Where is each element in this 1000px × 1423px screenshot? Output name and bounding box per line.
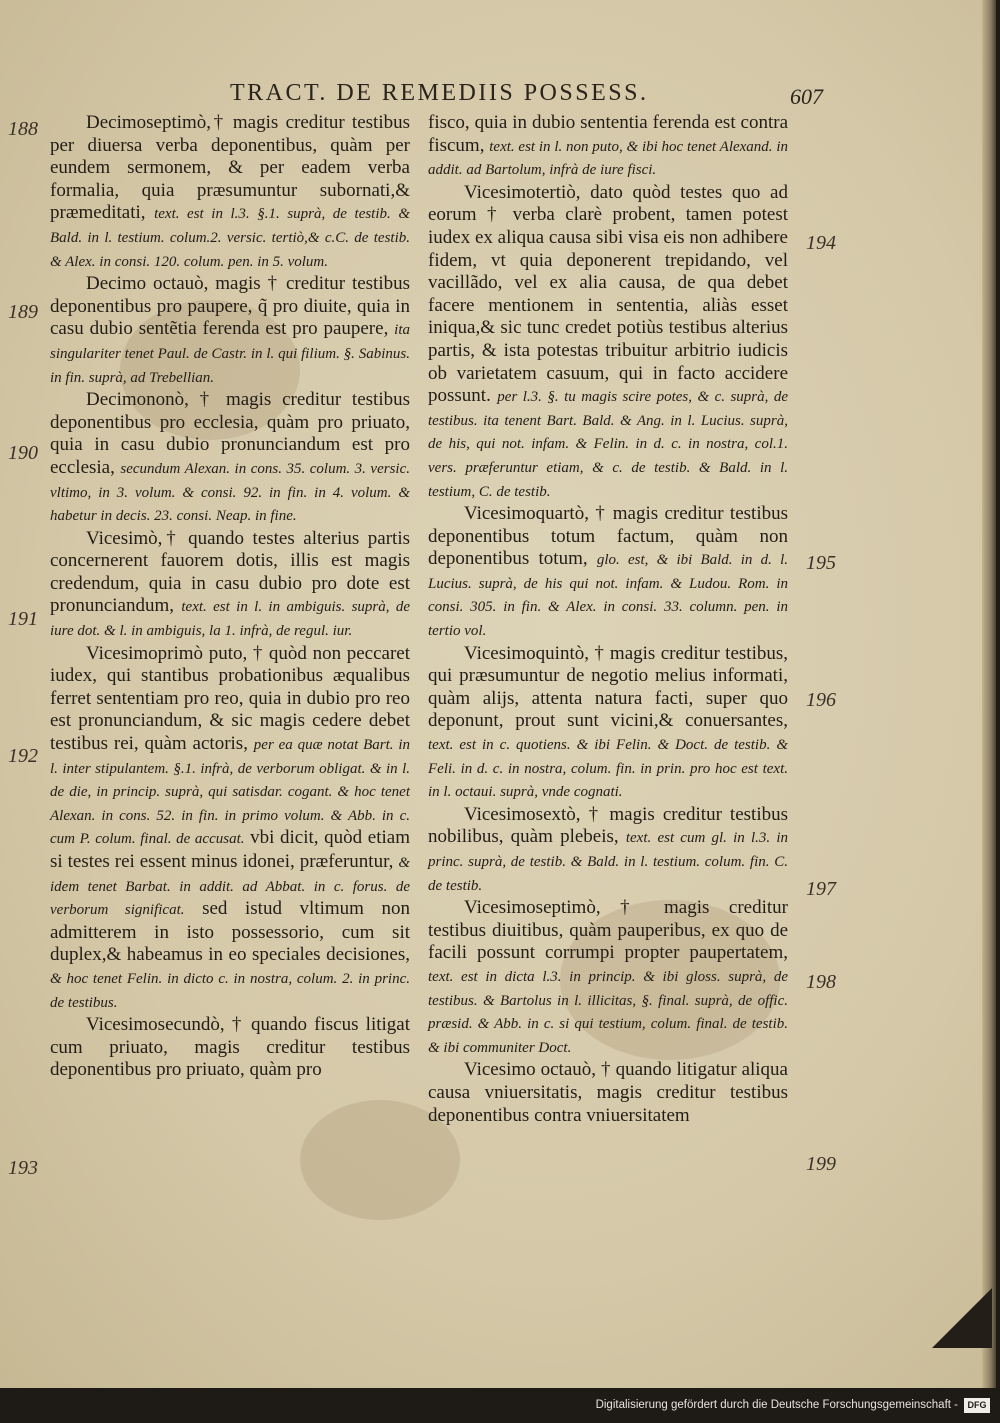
paragraph [428, 503, 788, 643]
citation: text. est in dicta l.3. in princip. & ibi gloss. suprà, de testibus. & Bartolus in l. illicitas, §. final. suprà, de offic. præsid. & Abb. in c. si qui testium, colum. final. de testib. & ibi communiter Doct. [428, 968, 788, 1056]
citation: & hoc tenet Felin. in dicto c. in nostra, colum. 2. in princ. de testibus. [50, 970, 410, 1011]
paragraph [428, 804, 788, 897]
citation: per l.3. §. tu magis scire potes, & c. suprà, de testibus. ita tenent Bart. Bald. & Ang. in l. Lucius. suprà, de his, qui not. infam. & Felin. in d. c. in nostra, col.1. vers. præferuntur etiam, & c. de testib. & Bald. in l. testium, C. de testib. [428, 389, 789, 500]
paragraph [50, 112, 410, 273]
paragraph-text: Vicesimoquartò, † magis creditur testibus deponentibus totum factum, quàm non deponentibus totum, [428, 503, 788, 570]
citation: per ea quæ notat Bart. in l. inter stipulantem. §.1. infrà, de verborum obligat. & in l. de die, in princip. suprà, qui satisdar. cogant. & hoc tenet Alexan. in cons. 52. in fin. in primo volum. & Abb. in c. cum P. colum. final. de accusat. [50, 737, 410, 848]
right-column [428, 112, 788, 1127]
paragraph [428, 643, 788, 804]
citation: glo. est, & ibi Bald. in d. l. Lucius. suprà, de his qui not. infam. & Ludou. Rom. in consi. 305. in fin. & Alex. in consi. 33. column. pen. in tertio vol. [428, 552, 789, 640]
paragraph-text: sed istud vltimum non admitterem in isto possessorio, cum sit duplex,& habeamus in eo speciales decisiones, [50, 898, 411, 966]
citation: text. est in l. non puto, & ibi hoc tenet Alexand. in addit. ad Bartolum, infrà de iure fisci. [428, 138, 788, 179]
paragraph [50, 643, 410, 1015]
paragraph [50, 389, 410, 528]
paragraph-text: vbi dicit, quòd etiam si testes rei essent minus idonei, præferuntur, [50, 827, 410, 872]
torn-corner [932, 1288, 992, 1348]
paragraph [428, 1059, 788, 1127]
paragraph-text: Vicesimosecundò, † quando fiscus litigat cum priuato, magis creditur testibus deponentibus pro priuato, quàm pro [50, 1014, 410, 1081]
margin-number: 189 [8, 301, 38, 323]
citation: text. est in l.3. §.1. suprà, de testib. & Bald. in l. testium. colum.2. versic. tertiò,& c.C. de testib. & Alex. in consi. 120. colum. pen. in 5. volum. [50, 206, 411, 270]
paragraph-text: Vicesimò,† quando testes alterius partis concernerent fauorem dotis, illis est magis credendum, quia in casu dubio pro dote est pronunciandum, [50, 527, 410, 617]
margin-number: 195 [806, 552, 836, 574]
paragraph-text: Vicesimoquintò, † magis creditur testibus, qui præsumuntur de negotio melius informati, quàm alijs, attenta natura facti, super quo deponunt, prout sunt vicini,& conuersantes, [428, 642, 788, 732]
citation: ita singulariter tenet Paul. de Castr. in l. qui filium. §. Sabinus. in fin. suprà, ad Trebellian. [50, 322, 411, 386]
paragraph-text: Decimoseptimò,† magis creditur testibus per diuersa verba deponentibus, quàm per eundem sermonem, & per eadem verba formalia, quia præsumuntur subornati,& præmeditati, [50, 112, 410, 224]
margin-number: 192 [8, 745, 38, 767]
dfg-logo: DFG [964, 1398, 990, 1413]
paragraph-text: Vicesimotertiò, dato quòd testes quo ad eorum † verba clarè probent, tamen potest iudex ex aliqua causa sibi visa eis non adhibere fidem, vt quia deponerent trepidando, vel vacillãdo, vel ex alia causa, de qua debet facere mentionem in sententia, aliàs esset iniqua,& sic tunc credet potiùs testibus alterius partis, & ista potestas tribuitur arbitrio iudicis ob varietatem casuum, qui in facto accidere possunt. [428, 181, 788, 407]
paragraph-text: fisco, quia in dubio sententia ferenda est contra fiscum, [428, 112, 788, 156]
paragraph-text: Vicesimoseptimò, † magis creditur testibus diuitibus, quàm pauperibus, ex quo de facili possunt corrumpi propter paupertatem, [428, 897, 788, 964]
margin-number: 193 [8, 1157, 38, 1179]
running-header: TRACT. DE REMEDIIS POSSESS. [230, 80, 649, 106]
margin-number: 197 [806, 878, 836, 900]
page-edge [982, 0, 996, 1388]
margin-number: 188 [8, 118, 38, 140]
paragraph [428, 112, 788, 182]
paragraph-text: Vicesimo octauò, † quando litigatur aliqua causa vniuersitatis, magis creditur testibus deponentibus contra vniuersitatem [428, 1059, 788, 1126]
left-column [50, 112, 410, 1082]
paragraph-text: Decimononò, † magis creditur testibus deponentibus pro ecclesia, quàm pro priuato, quia in casu dubio pronunciandum est pro ecclesia, [50, 389, 410, 478]
margin-number: 190 [8, 442, 38, 464]
citation: text. est in l. in ambiguis. suprà, de iure dot. & l. in ambiguis, la 1. infrà, de regul. iur. [50, 599, 411, 640]
margin-number: 194 [806, 232, 836, 254]
margin-number: 199 [806, 1153, 836, 1175]
citation: & idem tenet Barbat. in addit. ad Abbat. in c. forus. de verborum significat. [50, 855, 411, 919]
paragraph-text: Decimo octauò, magis † creditur testibus deponentibus pro paupere, q̃ pro diuite, quia in casu dubio sentẽtia ferenda est pro paupere, [50, 273, 410, 340]
margin-number: 198 [806, 971, 836, 993]
paragraph [50, 528, 410, 643]
paragraph [428, 182, 788, 503]
footer-credit: Digitalisierung gefördert durch die Deutsche Forschungsgemeinschaft - [595, 1399, 958, 1411]
citation: text. est in c. quotiens. & ibi Felin. & Doct. de testib. & Feli. in d. c. in nostra, colum. fin. in prin. pro hoc est text. in l. octaui. suprà, vnde cognati. [428, 737, 788, 801]
paragraph-text: Vicesimosextò, † magis creditur testibus nobilibus, quàm plebeis, [428, 803, 788, 848]
paragraph [50, 273, 410, 389]
margin-number: 191 [8, 608, 38, 630]
margin-number: 196 [806, 689, 836, 711]
page-number: 607 [790, 84, 823, 109]
paragraph-text: Vicesimoprimò puto, † quòd non peccaret iudex, qui stantibus probationibus æqualibus ferret sententiam pro reo, quia in dubio pro reo est pronunciandum, & sic magis cedere debet testibus rei, quàm actoris, [50, 642, 410, 755]
paragraph [428, 897, 788, 1059]
citation: text. est cum gl. in l.3. in princ. suprà, de testib. & Bald. in l. testium. colum. fin. C. de testib. [428, 830, 788, 894]
footer-bar [0, 1388, 1000, 1423]
citation: secundum Alexan. in cons. 35. colum. 3. versic. vltimo, in 3. volum. & consi. 92. in fin. in 4. volum. & habetur in decis. 23. consi. Neap. in fine. [50, 460, 410, 525]
paragraph [50, 1014, 410, 1082]
